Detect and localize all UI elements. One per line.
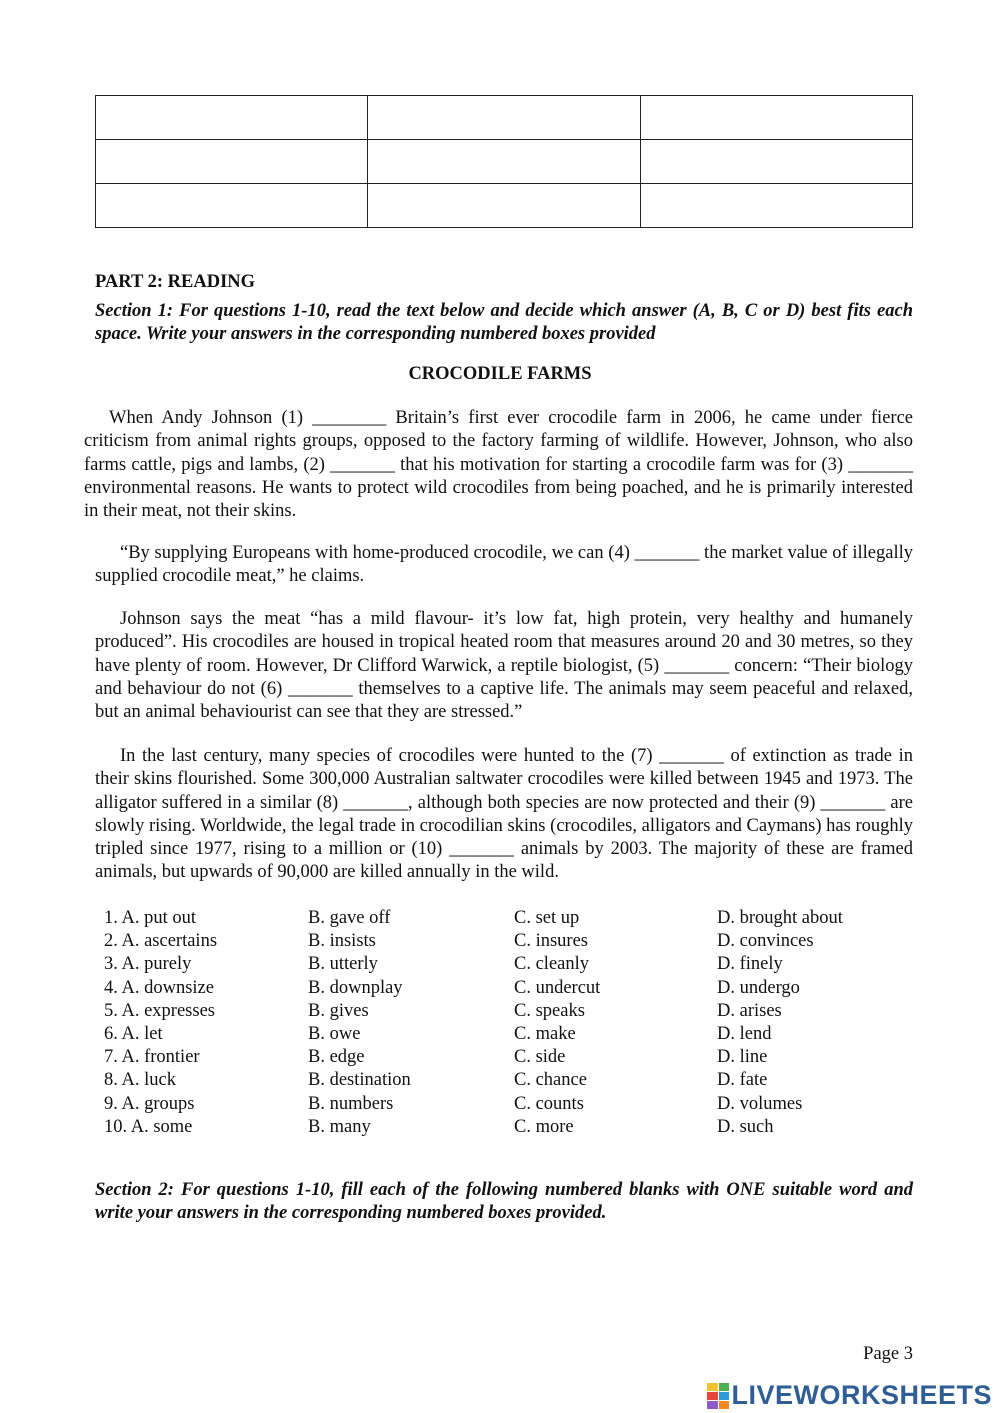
option-a: 1. A. put out <box>104 908 196 928</box>
option-c: C. cleanly <box>514 954 590 975</box>
option-d: D. line <box>717 1047 768 1068</box>
logo-block <box>719 1383 730 1391</box>
page-number: Page 3 <box>863 1344 913 1364</box>
option-b: B. edge <box>308 1047 365 1068</box>
option-c: C. side <box>514 1047 566 1068</box>
option-c: C. undercut <box>514 977 601 998</box>
paragraph-2: “By supplying Europeans with home-produced crocodile, we can (4) _______ the market value of illegally supplied crocodile meat,” he claims. <box>95 543 913 587</box>
answer-box[interactable] <box>640 140 912 184</box>
passage-title: CROCODILE FARMS <box>408 364 592 384</box>
answer-box[interactable] <box>96 184 368 228</box>
option-b: B. gave off <box>308 908 391 928</box>
option-d: D. lend <box>717 1023 772 1044</box>
table-row <box>96 96 913 140</box>
logo-block <box>707 1392 718 1400</box>
option-d: D. volumes <box>717 1093 803 1114</box>
table-row <box>96 140 913 184</box>
option-d: D. such <box>717 1116 774 1137</box>
option-a: 3. A. purely <box>104 954 192 975</box>
option-b: B. numbers <box>308 1093 394 1114</box>
option-b: B. insists <box>308 931 376 952</box>
logo-block <box>707 1383 718 1391</box>
option-a: 4. A. downsize <box>104 977 214 998</box>
option-d: D. arises <box>717 1000 782 1021</box>
liveworksheets-wordmark: LIVEWORKSHEETS <box>731 1380 992 1410</box>
option-b: B. owe <box>308 1023 361 1044</box>
logo-block <box>719 1392 730 1400</box>
paragraph-4: In the last century, many species of crocodiles were hunted to the (7) _______ of extinction as trade in their skins flourished. Some 300,000 Australian saltwater crocodiles were killed between 1945 and 1973. The alligator suffered in a similar (8) _______, although both species are now protected and their (9) _______ are slowly rising. Worldwide, the legal trade in crocodilian skins (crocodiles, alligators and Caymans) has roughly tripled since 1977, rising to a million or (10) _______ animals by 2003. The majority of these are framed animals, but upwards of 90,000 are killed annually in the wild. <box>95 746 913 883</box>
section1-instructions: Section 1: For questions 1-10, read the text below and decide which answer (A, B, C or D) best fits each space. Write your answers in the corresponding numbered boxes provided <box>95 301 913 344</box>
answer-box[interactable] <box>368 96 640 140</box>
part-title: PART 2: READING <box>95 272 256 292</box>
answer-box[interactable] <box>640 184 912 228</box>
option-b: B. utterly <box>308 954 378 975</box>
logo-block <box>707 1401 718 1409</box>
option-b: B. downplay <box>308 977 403 998</box>
option-a: 2. A. ascertains <box>104 931 218 952</box>
option-c: C. speaks <box>514 1000 585 1021</box>
option-a: 8. A. luck <box>104 1070 176 1091</box>
option-c: C. set up <box>514 908 580 928</box>
option-b: B. many <box>308 1116 371 1137</box>
option-a: 6. A. let <box>104 1023 163 1044</box>
option-a: 5. A. expresses <box>104 1000 215 1021</box>
answer-box[interactable] <box>368 184 640 228</box>
section2-instructions: Section 2: For questions 1-10, fill each of the following numbered blanks with ONE suitable word and write your answers in the corresponding numbered boxes provided. <box>95 1180 913 1223</box>
option-d: D. convinces <box>717 931 814 952</box>
option-b: B. gives <box>308 1000 369 1021</box>
option-d: D. finely <box>717 954 783 975</box>
option-d: D. fate <box>717 1070 768 1091</box>
option-a: 9. A. groups <box>104 1093 195 1114</box>
answer-box[interactable] <box>640 96 912 140</box>
option-c: C. insures <box>514 931 588 952</box>
liveworksheets-icon <box>707 1383 729 1409</box>
option-c: C. make <box>514 1023 576 1044</box>
answer-box[interactable] <box>368 140 640 184</box>
option-c: C. more <box>514 1116 574 1137</box>
option-a: 10. A. some <box>104 1116 193 1137</box>
paragraph-1: When Andy Johnson (1) ________ Britain’s first ever crocodile farm in 2006, he came under fierce criticism from animal rights groups, opposed to the factory farming of wildlife. However, Johnson, who also farms cattle, pigs and lambs, (2) _______ that his motivation for starting a crocodile farm was for (3) _______ environmental reasons. He wants to protect wild crocodiles from being poached, and he is primarily interested in their meat, not their skins. <box>84 408 913 522</box>
option-c: C. counts <box>514 1093 584 1114</box>
paragraph-3: Johnson says the meat “has a mild flavour- it’s low fat, high protein, very healthy and humanely produced”. His crocodiles are housed in tropical heated room that measures around 20 and 30 metres, so they have plenty of room. However, Dr Clifford Warwick, a reptile biologist, (5) _______ concern: “Their biology and behaviour do not (6) _______ themselves to a captive life. The animals may seem peaceful and relaxed, but an animal behaviourist can see that they are stressed.” <box>95 609 913 723</box>
option-d: D. brought about <box>717 908 843 928</box>
answer-box[interactable] <box>96 96 368 140</box>
answer-boxes-table <box>95 95 913 228</box>
logo-block <box>719 1401 730 1409</box>
option-d: D. undergo <box>717 977 800 998</box>
liveworksheets-logo[interactable] <box>707 1380 992 1411</box>
option-b: B. destination <box>308 1070 411 1091</box>
option-c: C. chance <box>514 1070 587 1091</box>
option-a: 7. A. frontier <box>104 1047 200 1068</box>
answer-box[interactable] <box>96 140 368 184</box>
table-row <box>96 184 913 228</box>
